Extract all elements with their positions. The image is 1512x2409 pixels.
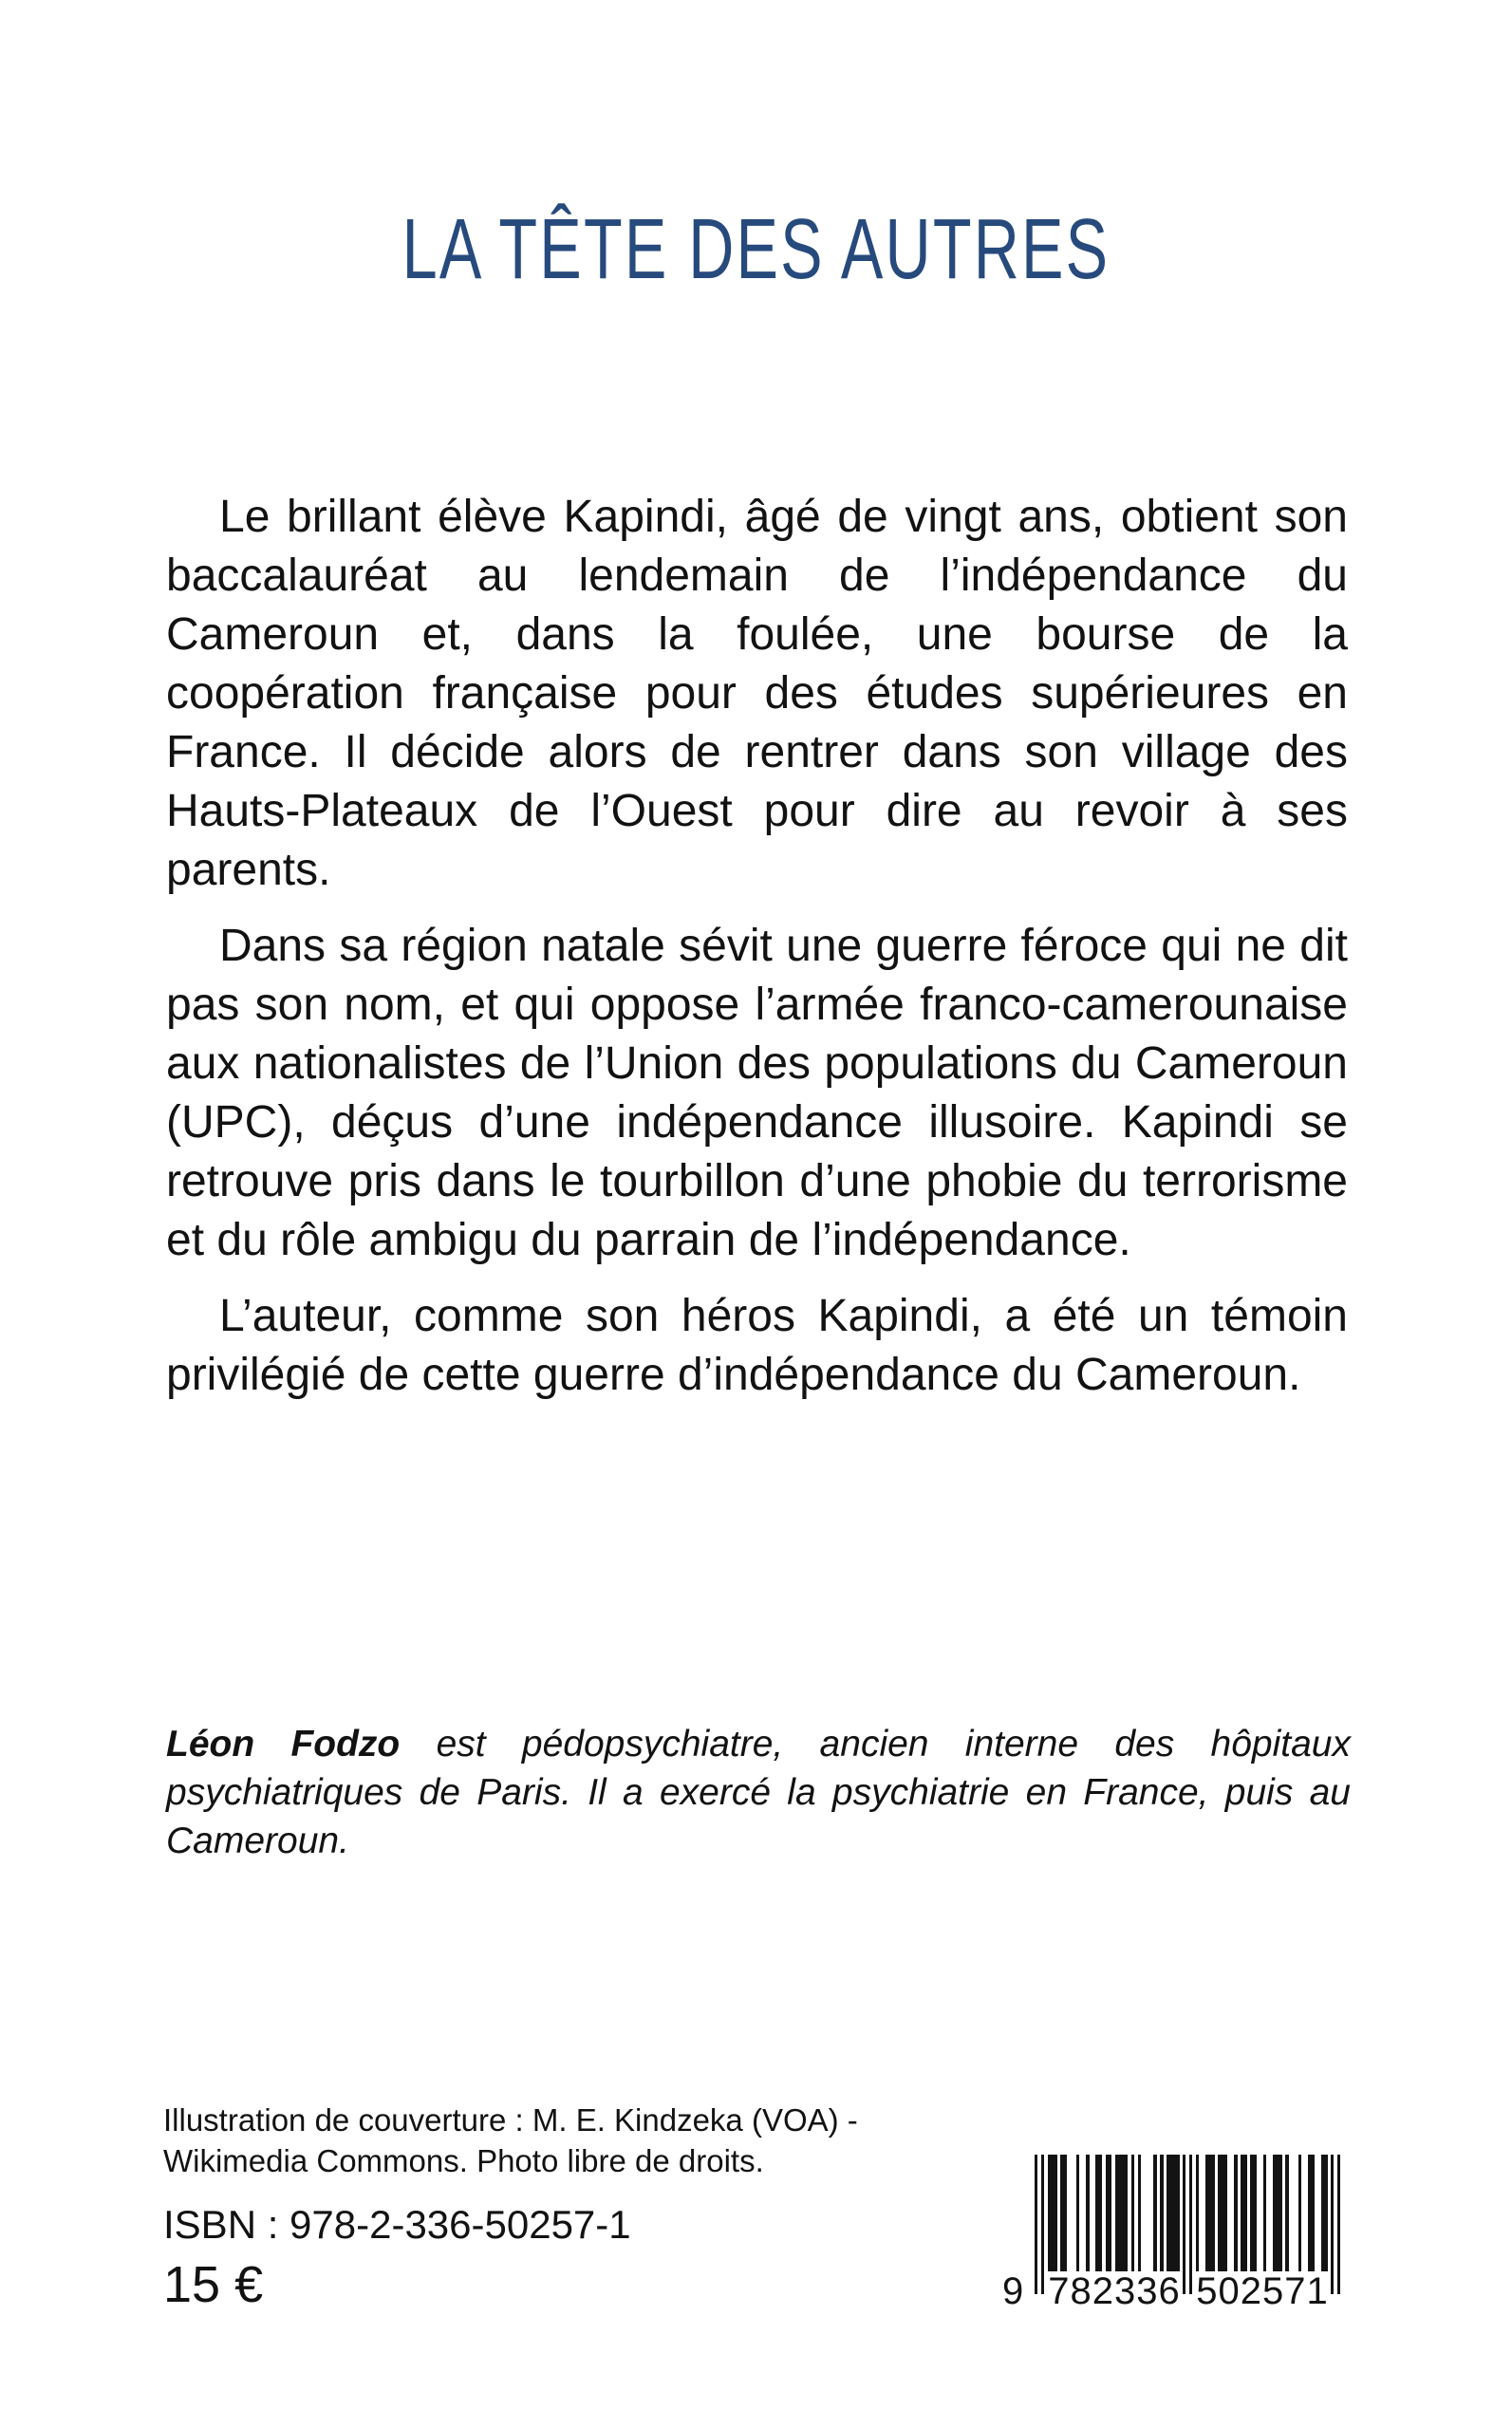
book-title: LA TÊTE DES AUTRES [401, 202, 1111, 297]
price: 15 € [163, 2256, 264, 2313]
illustration-credit-line-1: Illustration de couverture : M. E. Kindzeka (VOA) - [163, 2102, 858, 2138]
synopsis-paragraph-2: Dans sa région natale sévit une guerre féroce qui ne dit pas son nom, et qui oppose l’armée franco-camerounaise aux nationalistes de l’Union des populations du Cameroun (UPC), déçus d’une indépendance illusoire. Kapindi se retrouve pris dans le tourbillon d’une phobie du terrorisme et du rôle ambigu du parrain de l’indépendance. [166, 921, 1348, 1265]
barcode-right-digits: 502571 [1196, 2270, 1329, 2312]
illustration-credit [163, 2100, 858, 2181]
barcode-left-digits: 782336 [1048, 2270, 1181, 2312]
author-bio-text: est pédopsychiatre, ancien interne des hôpitaux psychiatriques de Paris. Il a exercé la psychiatrie en France, puis au Cameroun. [166, 1724, 1351, 1861]
author-name: Léon Fodzo [166, 1724, 401, 1765]
isbn-number: ISBN : 978-2-336-50257-1 [163, 2202, 631, 2247]
author-bio [166, 1720, 1351, 1865]
illustration-credit-line-2: Wikimedia Commons. Photo libre de droits. [163, 2143, 764, 2178]
synopsis-paragraph-1: Le brillant élève Kapindi, âgé de vingt ans, obtient son baccalauréat au lendemain de l’indépendance du Cameroun et, dans la foulée, une bourse de la coopération française pour des études supérieures en France. Il décide alors de rentrer dans son village des Hauts-Plateaux de l’Ouest pour dire au revoir à ses parents. [166, 492, 1348, 895]
ean13-barcode [1002, 2155, 1341, 2312]
synopsis-paragraph-3: L’auteur, comme son héros Kapindi, a été un témoin privilégié de cette guerre d’indépendance du Cameroun. [166, 1291, 1348, 1400]
synopsis [166, 488, 1348, 1422]
barcode-first-digit: 9 [1002, 2270, 1025, 2312]
